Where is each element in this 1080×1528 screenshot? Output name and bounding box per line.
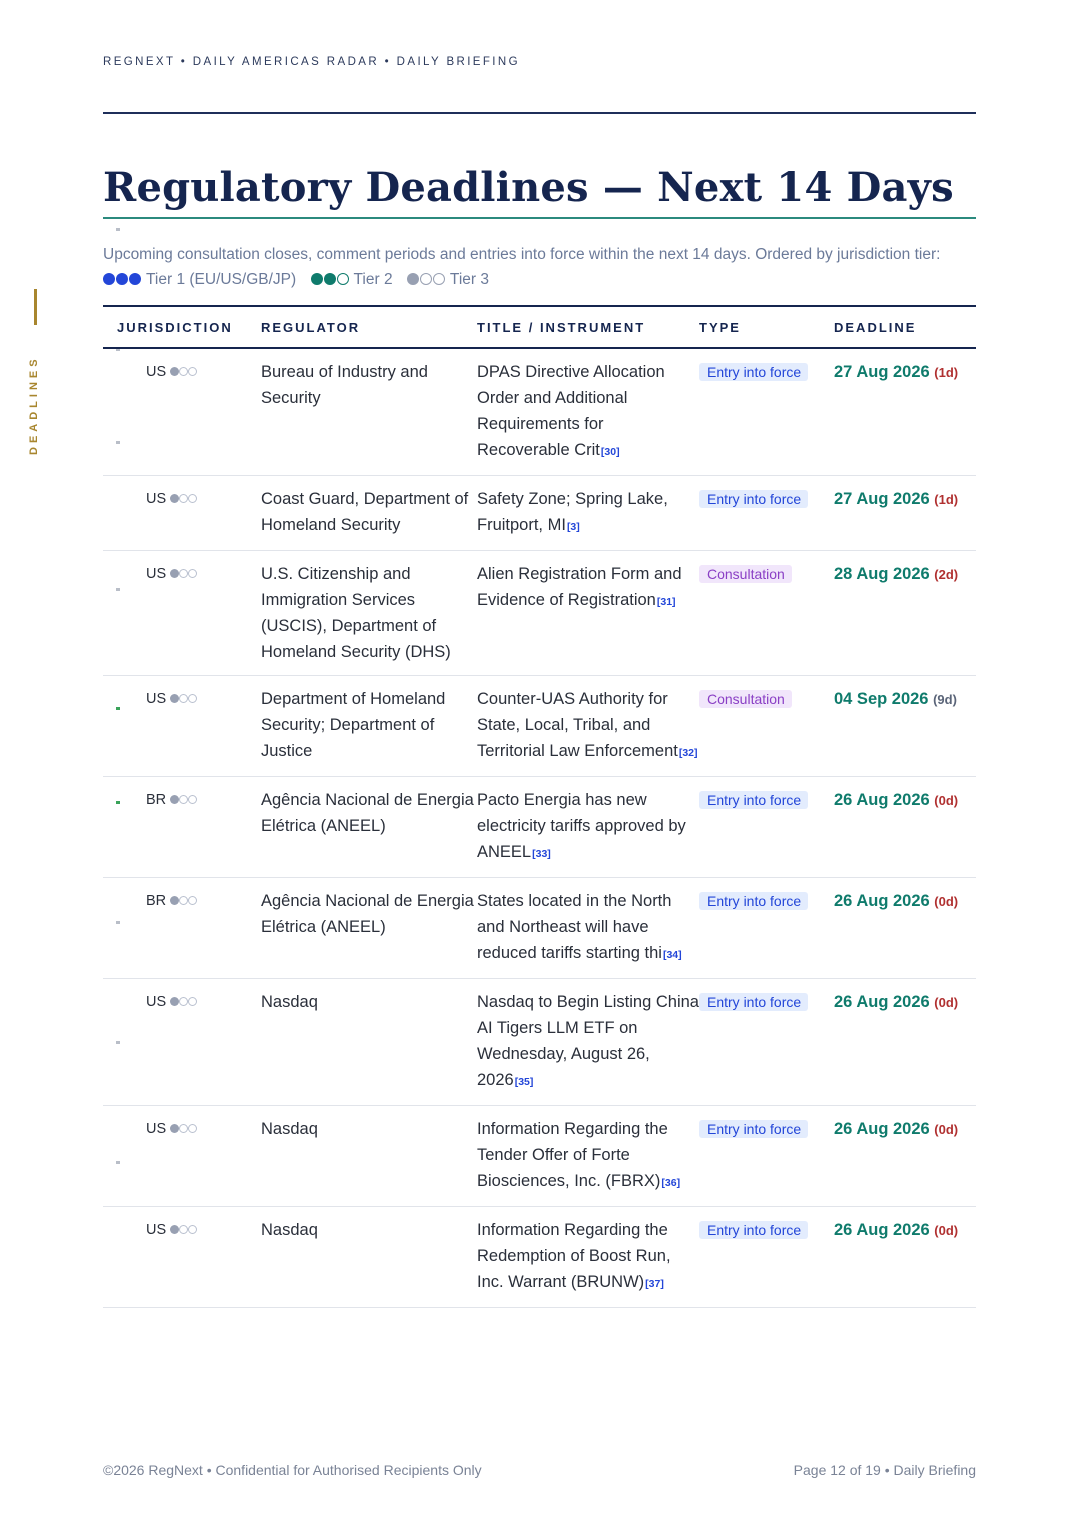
margin-tick — [116, 228, 120, 231]
cell-regulator — [261, 676, 477, 777]
deadline-date: 27 Aug 2026 — [834, 490, 930, 508]
tier3-indicator-icon — [170, 989, 197, 1015]
type-badge: Consultation — [699, 565, 792, 583]
column-header-regulator: REGULATOR — [261, 306, 477, 348]
table-row — [103, 979, 976, 1106]
cell-jurisdiction — [103, 1106, 261, 1207]
cell-regulator — [261, 551, 477, 676]
jurisdiction-code: US — [146, 691, 167, 707]
jurisdiction-code: US — [146, 1121, 167, 1137]
deadline-date: 26 Aug 2026 — [834, 791, 930, 809]
days-remaining: (0d) — [934, 1223, 959, 1238]
cell-title — [477, 1207, 699, 1308]
cell-regulator — [261, 878, 477, 979]
table-row — [103, 878, 976, 979]
cell-title — [477, 476, 699, 551]
tier3-indicator-icon — [170, 359, 197, 385]
regulator-name: Nasdaq — [261, 1120, 318, 1138]
tier-dot-icon — [311, 273, 323, 285]
days-remaining: (2d) — [934, 567, 959, 582]
column-header-jurisdiction: JURISDICTION — [103, 306, 261, 348]
cell-deadline — [834, 476, 976, 551]
cell-deadline — [834, 676, 976, 777]
tier3-indicator-icon — [170, 561, 197, 587]
cell-title — [477, 1106, 699, 1207]
jurisdiction-code: US — [146, 1222, 167, 1238]
tier-dot-icon — [116, 273, 128, 285]
cell-jurisdiction — [103, 979, 261, 1106]
jurisdiction-code: US — [146, 566, 167, 582]
cell-deadline — [834, 551, 976, 676]
cell-regulator — [261, 1106, 477, 1207]
tier-dot-empty-icon — [337, 273, 349, 285]
footer-copyright: ©2026 RegNext • Confidential for Authorised Recipients Only — [103, 1462, 482, 1478]
cell-deadline — [834, 777, 976, 878]
days-remaining: (1d) — [934, 365, 959, 380]
side-accent-bar — [34, 289, 37, 325]
days-remaining: (0d) — [934, 995, 959, 1010]
legend-tier3-label: Tier 3 — [449, 271, 489, 288]
instrument-title: Pacto Energia has new electricity tariffs approved by ANEEL — [477, 791, 686, 861]
side-section-label: DEADLINES — [28, 355, 40, 455]
reference-link[interactable]: [34] — [662, 949, 682, 961]
column-header-deadline: DEADLINE — [834, 306, 976, 348]
type-badge: Entry into force — [699, 1221, 808, 1239]
regulator-name: Nasdaq — [261, 993, 318, 1011]
legend-tier2 — [311, 271, 407, 288]
tier3-indicator-icon — [170, 1217, 197, 1243]
table-row — [103, 551, 976, 676]
regulator-name: Department of Homeland Security; Department of Justice — [261, 690, 446, 760]
reference-link[interactable]: [36] — [661, 1177, 681, 1189]
instrument-title: Alien Registration Form and Evidence of Registration — [477, 565, 682, 609]
reference-link[interactable]: [31] — [656, 596, 676, 608]
legend-tier1-label: Tier 1 (EU/US/GB/JP) — [146, 271, 297, 288]
page-title: Regulatory Deadlines — Next 14 Days — [103, 164, 954, 211]
deadline-date: 26 Aug 2026 — [834, 892, 930, 910]
type-badge: Entry into force — [699, 1120, 808, 1138]
legend-tier2-label: Tier 2 — [353, 271, 393, 288]
instrument-title: DPAS Directive Allocation Order and Additional Requirements for Recoverable Crit — [477, 363, 665, 459]
tier-dot-icon — [103, 273, 115, 285]
days-remaining: (1d) — [934, 492, 959, 507]
reference-link[interactable]: [35] — [514, 1076, 534, 1088]
tier-dot-icon — [324, 273, 336, 285]
type-badge: Entry into force — [699, 490, 808, 508]
cell-title — [477, 676, 699, 777]
cell-title — [477, 979, 699, 1106]
cell-regulator — [261, 348, 477, 476]
jurisdiction-code: US — [146, 364, 167, 380]
header-rule — [103, 112, 976, 114]
tier3-indicator-icon — [170, 787, 197, 813]
jurisdiction-code: US — [146, 491, 167, 507]
deadline-date: 04 Sep 2026 — [834, 690, 929, 708]
cell-jurisdiction — [103, 878, 261, 979]
reference-link[interactable]: [33] — [532, 848, 551, 860]
legend-tier1 — [103, 271, 311, 288]
tier3-indicator-icon — [170, 888, 197, 914]
regulator-name: Agência Nacional de Energia Elétrica (ANEEL) — [261, 791, 474, 835]
cell-jurisdiction — [103, 476, 261, 551]
tier-dot-icon — [407, 273, 419, 285]
jurisdiction-code: US — [146, 994, 167, 1010]
days-remaining: (0d) — [934, 1122, 959, 1137]
title-rule — [103, 217, 976, 219]
tier-dot-empty-icon — [420, 273, 432, 285]
cell-title — [477, 551, 699, 676]
intro-text — [103, 242, 983, 292]
instrument-title: States located in the North and Northeast will have reduced tariffs starting thi — [477, 892, 672, 962]
cell-type — [699, 551, 834, 676]
cell-type — [699, 1207, 834, 1308]
cell-jurisdiction — [103, 676, 261, 777]
footer-page-number: Page 12 of 19 • Daily Briefing — [793, 1462, 976, 1478]
running-head: REGNEXT • DAILY AMERICAS RADAR • DAILY BRIEFING — [103, 56, 520, 68]
regulator-name: Nasdaq — [261, 1221, 318, 1239]
type-badge: Entry into force — [699, 892, 808, 910]
days-remaining: (0d) — [934, 793, 959, 808]
regulator-name: Bureau of Industry and Security — [261, 363, 428, 407]
instrument-title: Information Regarding the Redemption of Boost Run, Inc. Warrant (BRUNW) — [477, 1221, 671, 1291]
tier-dot-icon — [129, 273, 141, 285]
instrument-title: Nasdaq to Begin Listing China AI Tigers LLM ETF on Wednesday, August 26, 2026 — [477, 993, 699, 1089]
cell-type — [699, 476, 834, 551]
reference-link[interactable]: [37] — [645, 1278, 664, 1290]
cell-jurisdiction — [103, 777, 261, 878]
legend-tier3 — [407, 271, 499, 288]
cell-type — [699, 777, 834, 878]
cell-type — [699, 878, 834, 979]
deadline-date: 26 Aug 2026 — [834, 1120, 930, 1138]
cell-title — [477, 878, 699, 979]
cell-type — [699, 348, 834, 476]
intro-sentence: Upcoming consultation closes, comment periods and entries into force within the next 14 days. Ordered by jurisdiction tier: — [103, 246, 941, 263]
cell-jurisdiction — [103, 1207, 261, 1308]
cell-regulator — [261, 1207, 477, 1308]
type-badge: Consultation — [699, 690, 792, 708]
cell-deadline — [834, 979, 976, 1106]
regulator-name: U.S. Citizenship and Immigration Services (USCIS), Department of Homeland Security (DHS) — [261, 565, 451, 661]
deadline-date: 26 Aug 2026 — [834, 1221, 930, 1239]
table-row — [103, 1207, 976, 1308]
deadlines-table — [103, 305, 976, 1308]
cell-regulator — [261, 979, 477, 1106]
instrument-title: Counter-UAS Authority for State, Local, Tribal, and Territorial Law Enforcement — [477, 690, 678, 760]
tier-dot-empty-icon — [433, 273, 445, 285]
tier3-indicator-icon — [170, 686, 197, 712]
table-row — [103, 777, 976, 878]
cell-type — [699, 979, 834, 1106]
type-badge: Entry into force — [699, 791, 808, 809]
instrument-title: Information Regarding the Tender Offer of Forte Biosciences, Inc. (FBRX) — [477, 1120, 668, 1190]
tier3-indicator-icon — [170, 486, 197, 512]
jurisdiction-code: BR — [146, 893, 167, 909]
table-row — [103, 348, 976, 476]
reference-link[interactable]: [3] — [566, 521, 580, 533]
deadline-date: 27 Aug 2026 — [834, 363, 930, 381]
cell-deadline — [834, 1207, 976, 1308]
cell-type — [699, 676, 834, 777]
cell-jurisdiction — [103, 551, 261, 676]
type-badge: Entry into force — [699, 363, 808, 381]
cell-title — [477, 348, 699, 476]
column-header-type: TYPE — [699, 306, 834, 348]
cell-deadline — [834, 1106, 976, 1207]
table-row — [103, 1106, 976, 1207]
type-badge: Entry into force — [699, 993, 808, 1011]
reference-link[interactable]: [32] — [678, 747, 698, 759]
cell-regulator — [261, 777, 477, 878]
cell-deadline — [834, 878, 976, 979]
cell-jurisdiction — [103, 348, 261, 476]
regulator-name: Agência Nacional de Energia Elétrica (ANEEL) — [261, 892, 474, 936]
deadline-date: 28 Aug 2026 — [834, 565, 930, 583]
days-remaining: (0d) — [934, 894, 959, 909]
tier3-indicator-icon — [170, 1116, 197, 1142]
jurisdiction-code: BR — [146, 792, 167, 808]
table-row — [103, 676, 976, 777]
days-remaining: (9d) — [933, 692, 957, 707]
cell-regulator — [261, 476, 477, 551]
cell-type — [699, 1106, 834, 1207]
regulator-name: Coast Guard, Department of Homeland Security — [261, 490, 469, 534]
column-header-title: TITLE / INSTRUMENT — [477, 306, 699, 348]
cell-title — [477, 777, 699, 878]
deadline-date: 26 Aug 2026 — [834, 993, 930, 1011]
instrument-title: Safety Zone; Spring Lake, Fruitport, MI — [477, 490, 668, 534]
table-header-row — [103, 306, 976, 348]
cell-deadline — [834, 348, 976, 476]
table-row — [103, 476, 976, 551]
reference-link[interactable]: [30] — [600, 446, 620, 458]
